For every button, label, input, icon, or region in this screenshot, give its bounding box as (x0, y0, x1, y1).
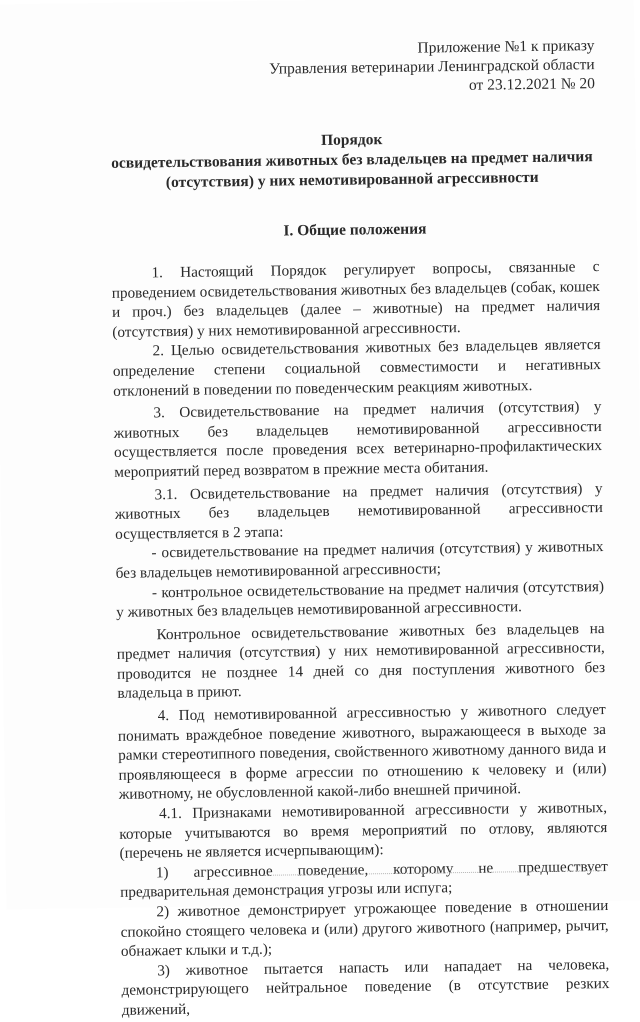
paragraph-3: 3. Освидетельствование на предмет наличия (отсутствия) у животных без владельцев немотивированной агрессивности осуществляется после проведения всех ветеринарно-профилактических мероприятий перед возвратом в прежние места обитания. (113, 398, 603, 481)
list-item-sign-1: 1) агрессивное поведение, которому не предшествует предварительная демонстрация угрозы или испуга; (120, 857, 608, 902)
appendix-line-1: Приложение №1 к приказу (417, 37, 595, 57)
list-item-sign-2: 2) животное демонстрирует угрожающее поведение в отношении спокойно стоящего человека и (или) другого животного (например, рычит, обнажает клыки и т.д.); (120, 897, 609, 961)
paragraph-control: Контрольное освидетельствование животных без владельцев на предмет наличия (отсутствия) у них немотивированной агрессивности, проводится не позднее 14 дней со дня поступления животного без владельца в приют. (116, 619, 606, 703)
paragraph-2: 2. Целью освидетельствования животных без владельцев является определение степени социальной совместимости и негативных отклонений в поведении по поведенческим реакциям животных. (112, 336, 601, 400)
appendix-header (108, 36, 595, 100)
title-line-1: Порядок (320, 131, 383, 149)
appendix-line-3: от 23.12.2021 № 20 (468, 75, 596, 94)
list-item-sign-3: 3) животное пытается напасть или нападает на человека, демонстрирующего нейтральное поведение (в отсутствие резких движений, (121, 955, 610, 1019)
title-line-2: освидетельствования животных без владельцев на предмет наличия (111, 148, 593, 172)
section-heading: I. Общие положения (283, 220, 427, 240)
paragraph-4-1: 4.1. Признаками немотивированной агрессивности у животных, которые учитываются во время мероприятий по отлову, являются (перечень не является исчерпывающим): (119, 799, 608, 863)
title-line-3: (отсутствия) у них немотивированной агрессивности (165, 168, 539, 192)
appendix-line-2: Управления ветеринарии Ленинградской области (269, 56, 595, 78)
paragraph-1: 1. Настоящий Порядок регулирует вопросы, связанные с проведением освидетельствования животных без владельцев (собак, кошек и проч.) без владельцев (далее – животные) на предмет наличия (отсутствия) у них немотивированной агрессивности. (111, 258, 601, 341)
paragraph-4: 4. Под немотивированной агрессивностью у животного следует понимать враждебное поведение животного, выражающееся в выходе за рамки стереотипного поведения, свойственного животному данного вида и проявляющееся в форме агрессии по отношению к человеку и (или) животному, не обусловленной какой-либо внешней причиной. (117, 701, 607, 804)
list-item-stage-2: - контрольное освидетельствование на предмет наличия (отсутствия) у животных без владельцев немотивированной агрессивности. (116, 577, 605, 621)
list-item-stage-1: - освидетельствование на предмет наличия (отсутствия) у животных без владельцев немотивированной агрессивности; (115, 538, 604, 582)
document-body (111, 257, 610, 1020)
paragraph-3-1: 3.1. Освидетельствование на предмет наличия (отсутствия) у животных без владельцев немотивированной агрессивности осуществляется в 2 этапа: (114, 479, 603, 543)
document-title (106, 127, 599, 194)
